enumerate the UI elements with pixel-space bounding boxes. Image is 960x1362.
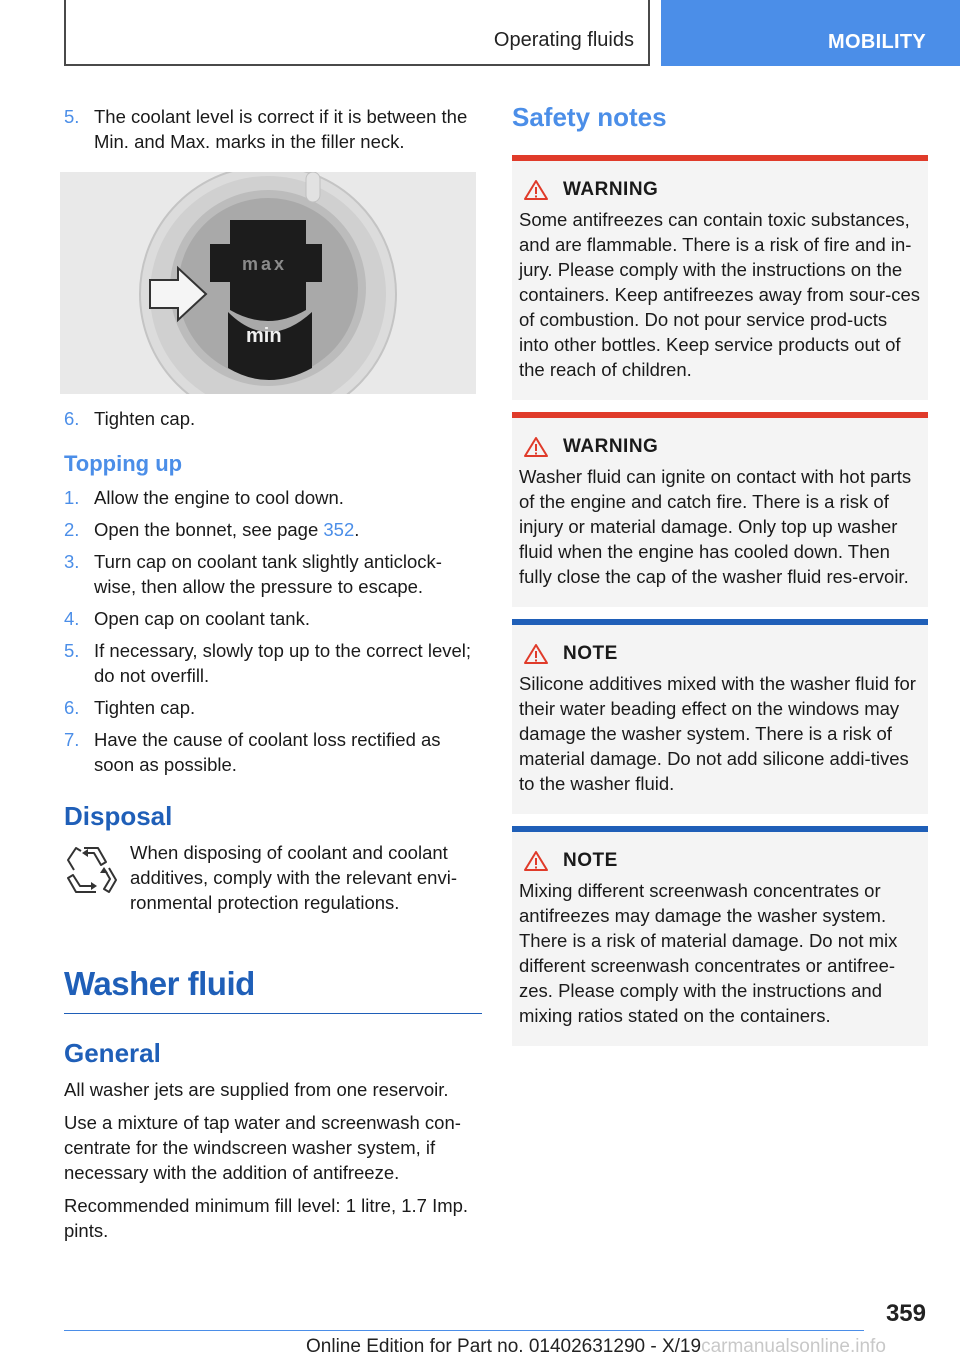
note-box [512,826,928,1046]
note-box-header [519,643,922,665]
washer-fluid-heading: Washer fluid [64,965,255,1002]
list-item [64,549,482,599]
filler-neck-illustration [60,172,476,394]
footer-divider [64,1330,864,1331]
warning-triangle-icon [523,850,549,872]
right-column [512,102,928,1058]
list-item [64,104,482,154]
coolant-filler-neck-image [60,172,476,394]
list-item [64,606,482,631]
step-number: 1. [64,487,80,508]
min-mark-label: min [246,325,282,347]
step-text: Tighten cap. [94,697,196,718]
note-text: Mixing different screenwash concentrates or antifreezes may damage the washer system. There is a risk of material damage. Do not mix different screenwash concentrates or antifree-zes. Please comply with the instructions and mixing ratios stated on the containers. [519,880,898,1026]
left-column [64,104,482,1251]
warning-box [512,412,928,607]
general-heading: General [64,1038,161,1068]
footer-watermark: carmanualsonline.info [701,1336,886,1357]
note-box-header [519,850,922,872]
header-section-box [64,0,650,66]
note-title: NOTE [563,850,618,871]
step-number: 3. [64,551,80,572]
step-number: 2. [64,519,80,540]
disposal-note [64,840,482,915]
topping-up-heading: Topping up [64,451,183,476]
list-item [64,638,482,688]
step-number: 7. [64,729,80,750]
step-text: The coolant level is correct if it is between the Min. and Max. marks in the filler neck. [94,106,468,152]
header-chapter-tab [661,0,960,66]
safety-notes-heading: Safety notes [512,102,667,132]
list-item [64,727,482,777]
step-text: Turn cap on coolant tank slightly anticlock-wise, then allow the pressure to escape. [94,551,442,597]
step-number: 6. [64,408,80,429]
list-item [64,485,482,510]
paragraph: Recommended minimum fill level: 1 litre, 1.7 Imp. pints. [64,1195,469,1241]
page-link[interactable]: 352 [323,519,355,540]
step-text-before: Open the bonnet, see page [94,519,324,540]
warning-triangle-icon [523,643,549,665]
footer-edition [306,1336,886,1358]
step-text: If necessary, slowly top up to the correct level; do not overfill. [94,640,472,686]
step-number: 6. [64,697,80,718]
step-text: Open cap on coolant tank. [94,608,310,629]
disposal-text: When disposing of coolant and coolant additives, comply with the relevant envi-ronmental protection regulations. [130,842,457,913]
paragraph: All washer jets are supplied from one reservoir. [64,1079,449,1100]
warning-text: Washer fluid can ignite on contact with hot parts of the engine and catch fire. There is a risk of injury or material damage. Only top up washer fluid when the engine has cooled down. Then fully close the cap of the washer fluid res-ervoir. [519,466,912,587]
list-item [64,695,482,720]
page-number: 359 [885,1300,926,1327]
warning-title: WARNING [563,436,659,457]
warning-box-header [519,179,922,201]
step-text: Tighten cap. [94,408,196,429]
step-text: Allow the engine to cool down. [94,487,344,508]
disposal-heading: Disposal [64,801,173,831]
warning-box-header [519,436,922,458]
step-number: 5. [64,640,80,661]
step-number: 5. [64,106,80,127]
heading-divider [64,1013,482,1014]
step-number: 4. [64,608,80,629]
note-title: NOTE [563,643,618,664]
max-mark-label: max [242,254,288,274]
recycle-icon [64,840,130,915]
footer-edition-text: Online Edition for Part no. 01402631290 - X/19 [306,1336,702,1357]
warning-title: WARNING [563,179,659,200]
list-item [64,406,482,431]
warning-triangle-icon [523,179,549,201]
step-text-after: . [354,519,360,540]
header-section-title: Operating fluids [493,29,634,51]
header-chapter-title: MOBILITY [828,31,926,53]
warning-text: Some antifreezes can contain toxic substances, and are flammable. There is a risk of fire and in-jury. Please comply with the instructions on the containers. Keep antifreezes away from sour-ces of combustion. Do not pour service prod-ucts into other bottles. Keep service products out of the reach of children. [519,209,921,380]
paragraph: Use a mixture of tap water and screenwash con-centrate for the windscreen washer system, if necessary with the addition of antifreeze. [64,1112,461,1183]
note-text: Silicone additives mixed with the washer fluid for their water beading effect on the windows may damage the washer system. There is a risk of material damage. Do not add silicone addi-tives to the washer fluid. [519,673,916,794]
warning-box [512,155,928,400]
step-text: Have the cause of coolant loss rectified as soon as possible. [94,729,441,775]
warning-triangle-icon [523,436,549,458]
step-text [94,517,482,542]
note-box [512,619,928,814]
list-item [64,517,482,542]
